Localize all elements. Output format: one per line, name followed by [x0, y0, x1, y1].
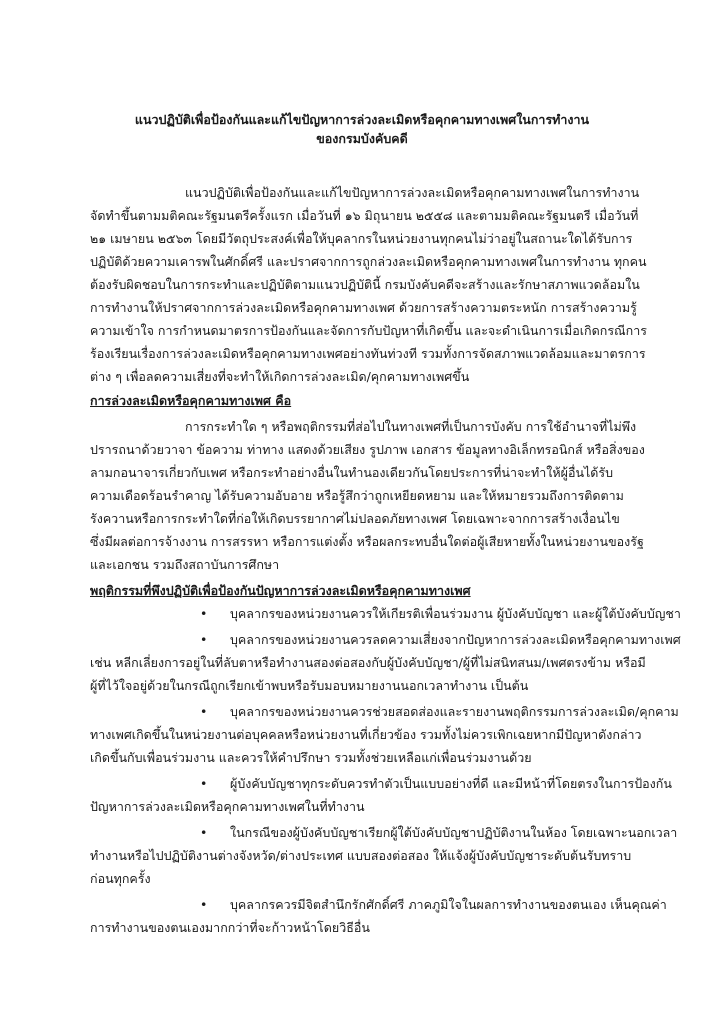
behavior-heading: พฤติกรรมที่พึงปฏิบัติเพื่อป้องกันปัญหาการล่วงละเมิดหรือคุกคามทางเพศ: [90, 583, 471, 598]
bullet-icon: •: [200, 897, 208, 912]
intro-line: ปฏิบัติด้วยความเคารพในศักดิ์ศรี และปราศจากการถูกล่วงละเมิดหรือคุกคามทางเพศในการทำงาน ทุกคน: [90, 254, 647, 269]
bullet-continuation-line: ก่อนทุกครั้ง: [90, 871, 151, 886]
bullet-continuation-line: ทางเพศเกิดขึ้นในหน่วยงานต่อบุคคลหรือหน่วยงานที่เกี่ยวข้อง รวมทั้งไม่ควรเพิกเฉยหากมีปัญหาดังกล่าว: [90, 727, 642, 742]
document-title-line-2: ของกรมบังคับคดี: [316, 131, 408, 146]
intro-line: ร้องเรียนเรื่องการล่วงละเมิดหรือคุกคามทางเพศอย่างทันท่วงที รวมทั้งการจัดสภาพแวดล้อมและมาตรการ: [90, 346, 646, 361]
bullet-item-line: ในกรณีของผู้บังคับบัญชาเรียกผู้ใต้บังคับบัญชาปฏิบัติงานในห้อง โดยเฉพาะนอกเวลา: [230, 825, 678, 840]
definition-heading: การล่วงละเมิดหรือคุกคามทางเพศ คือ: [90, 393, 292, 408]
bullet-icon: •: [200, 704, 208, 719]
definition-line: การกระทำใด ๆ หรือพฤติกรรมที่ส่อไปในทางเพศที่เป็นการบังคับ การใช้อำนาจที่ไม่พึง: [185, 419, 637, 434]
bullet-item-line: ผู้บังคับบัญชาทุกระดับควรทำตัวเป็นแบบอย่างที่ดี และมีหน้าที่โดยตรงในการป้องกัน: [230, 776, 672, 791]
intro-line: การทำงานให้ปราศจากการล่วงละเมิดหรือคุกคามทางเพศ ด้วยการสร้างความตระหนัก การสร้างความรู้: [90, 300, 637, 315]
bullet-continuation-line: การทำงานของตนเองมากกว่าที่จะก้าวหน้าโดยวิธีอื่น: [90, 920, 370, 935]
document-title-line-1: แนวปฏิบัติเพื่อป้องกันและแก้ไขปัญหาการล่วงละเมิดหรือคุกคามทางเพศในการทำงาน: [134, 112, 590, 127]
bullet-icon: •: [200, 776, 208, 791]
bullet-item-line: บุคลากรควรมีจิตสำนึกรักศักดิ์ศรี ภาคภูมิใจในผลการทำงานของตนเอง เห็นคุณค่า: [230, 897, 667, 912]
intro-line: แนวปฏิบัติเพื่อป้องกันและแก้ไขปัญหาการล่วงละเมิดหรือคุกคามทางเพศในการทำงาน: [185, 185, 640, 200]
intro-line: ๒๑ เมษายน ๒๕๖๓ โดยมีวัตถุประสงค์เพื่อให้บุคลากรในหน่วยงานทุกคนไม่ว่าอยู่ในสถานะใดได้รับการ: [90, 231, 633, 246]
intro-line: จัดทำขึ้นตามมติคณะรัฐมนตรีครั้งแรก เมื่อวันที่ ๑๖ มิถุนายน ๒๕๕๘ และตามมติคณะรัฐมนตรี เมื่อวันที่: [90, 208, 639, 223]
intro-line: ต่าง ๆ เพื่อลดความเสี่ยงที่จะทำให้เกิดการล่วงละเมิด/คุกคามทางเพศขึ้น: [90, 369, 470, 384]
intro-line: ต้องรับผิดชอบในการกระทำและปฏิบัติตามแนวปฏิบัตินี้ กรมบังคับคดีจะสร้างและรักษาสภาพแวดล้อมใน: [90, 277, 640, 292]
definition-line: ลามกอนาจารเกี่ยวกับเพศ หรือกระทำอย่างอื่นในทำนองเดียวกันโดยประการที่น่าจะทำให้ผู้อื่นได้รับ: [90, 465, 614, 480]
bullet-icon: •: [200, 825, 208, 840]
bullet-icon: •: [200, 606, 208, 621]
bullet-item-line: บุคลากรของหน่วยงานควรช่วยสอดส่องและรายงานพฤติกรรมการล่วงละเมิด/คุกคาม: [230, 704, 679, 719]
bullet-continuation-line: เกิดขึ้นกับเพื่อนร่วมงาน และควรให้คำปรึกษา รวมทั้งช่วยเหลือแก่เพื่อนร่วมงานด้วย: [90, 750, 532, 765]
bullet-item-line: บุคลากรของหน่วยงานควรลดความเสี่ยงจากปัญหาการล่วงละเมิดหรือคุกคามทางเพศ: [230, 632, 681, 647]
definition-line: ความเดือดร้อนรำคาญ ได้รับความอับอาย หรือรู้สึกว่าถูกเหยียดหยาม และให้หมายรวมถึงการติดตาม: [90, 488, 624, 503]
definition-line: ซึ่งมีผลต่อการจ้างงาน การสรรหา หรือการแต่งตั้ง หรือผลกระทบอื่นใดต่อผู้เสียหายทั้งในหน่วยงานของรัฐ: [90, 534, 644, 549]
bullet-continuation-line: ผู้ที่ไว้ใจอยู่ด้วยในกรณีถูกเรียกเข้าพบหรือรับมอบหมายงานนอกเวลาทำงาน เป็นต้น: [90, 678, 529, 693]
definition-line: ปรารถนาด้วยวาจา ข้อความ ท่าทาง แสดงด้วยเสียง รูปภาพ เอกสาร ข้อมูลทางอิเล็กทรอนิกส์ หรือสิ่งของ: [90, 442, 645, 457]
bullet-continuation-line: ทำงานหรือไปปฏิบัติงานต่างจังหวัด/ต่างประเทศ แบบสองต่อสอง ให้แจ้งผู้บังคับบัญชาระดับต้นรับทราบ: [90, 848, 632, 863]
bullet-item-line: บุคลากรของหน่วยงานควรให้เกียรติเพื่อนร่วมงาน ผู้บังคับบัญชา และผู้ใต้บังคับบัญชา: [230, 606, 681, 621]
intro-line: ความเข้าใจ การกำหนดมาตรการป้องกันและจัดการกับปัญหาที่เกิดขึ้น และจะดำเนินการเมื่อเกิดกรณีการ: [90, 323, 647, 338]
bullet-continuation-line: ปัญหาการล่วงละเมิดหรือคุกคามทางเพศในที่ทำงาน: [90, 799, 365, 814]
bullet-continuation-line: เช่น หลีกเลี่ยงการอยู่ในที่ลับตาหรือทำงานสองต่อสองกับผู้บังคับบัญชา/ผู้ที่ไม่สนิทสนม/เพศตรงข้าม หรือมี: [90, 655, 646, 670]
definition-line: รังควานหรือการกระทำใดที่ก่อให้เกิดบรรยากาศไม่ปลอดภัยทางเพศ โดยเฉพาะจากการสร้างเงื่อนไข: [90, 511, 620, 526]
definition-line: และเอกชน รวมถึงสถาบันการศึกษา: [90, 557, 280, 572]
bullet-icon: •: [200, 632, 208, 647]
